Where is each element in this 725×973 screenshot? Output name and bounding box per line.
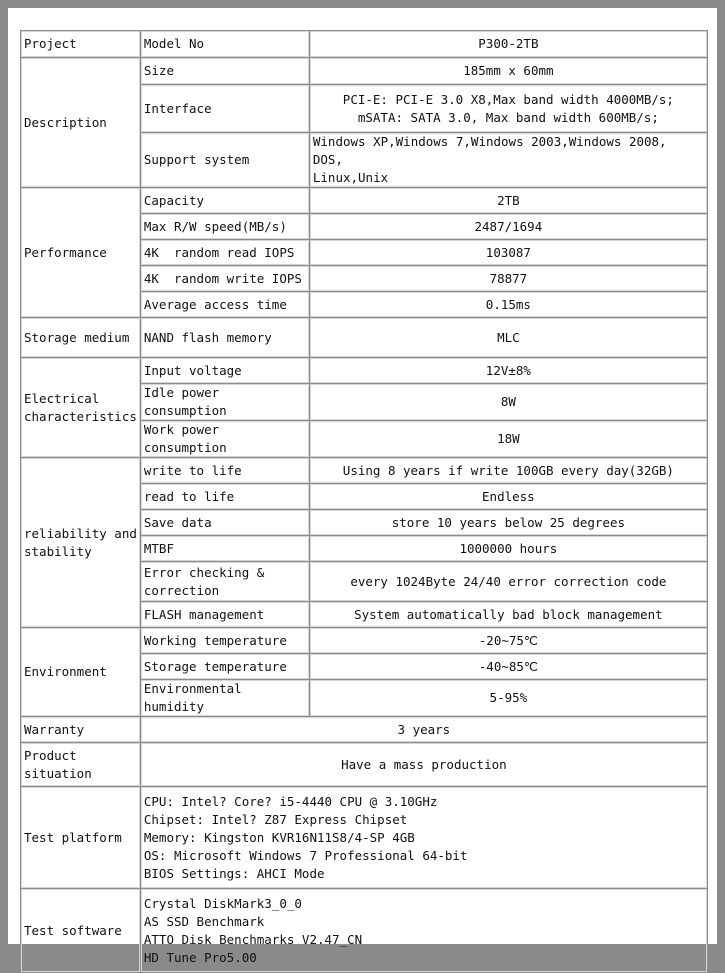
- table-row: [21, 787, 708, 889]
- field-value: PCI-E: PCI-E 3.0 X8,Max band width 4000MB/s; mSATA: SATA 3.0, Max band width 600MB/s;: [309, 85, 707, 133]
- table-row: [21, 628, 708, 654]
- row-label: Electrical characteristics: [21, 358, 141, 458]
- field-value: 5-95%: [309, 680, 707, 717]
- spec-sheet: [8, 8, 717, 965]
- table-row: [21, 318, 708, 358]
- table-row: [21, 358, 708, 384]
- table-row: [21, 889, 708, 973]
- field-value: Using 8 years if write 100GB every day(32GB): [309, 458, 707, 484]
- field-value: 8W: [309, 384, 707, 421]
- field-value: MLC: [309, 318, 707, 358]
- field-value: Crystal DiskMark3_0_0 AS SSD Benchmark ATTO Disk Benchmarks V2.47_CN HD Tune Pro5.00: [140, 889, 707, 973]
- row-label: Test platform: [21, 787, 141, 889]
- field-value: CPU: Intel? Core? i5-4440 CPU @ 3.10GHz Chipset: Intel? Z87 Express Chipset Memory: Kingston KVR16N11S8/4-SP 4GB OS: Microsoft Windows 7 Professional 64-bit BIOS Settings: AHCI Mode: [140, 787, 707, 889]
- field-key: Max R/W speed(MB/s): [140, 214, 309, 240]
- table-row: [21, 458, 708, 484]
- spec-table: [20, 30, 708, 973]
- field-value: System automatically bad block management: [309, 602, 707, 628]
- field-value: store 10 years below 25 degrees: [309, 510, 707, 536]
- field-value: -20~75℃: [309, 628, 707, 654]
- field-value: 0.15ms: [309, 292, 707, 318]
- field-key: read to life: [140, 484, 309, 510]
- field-value: 2TB: [309, 188, 707, 214]
- row-label: reliability and stability: [21, 458, 141, 628]
- field-key: Size: [140, 58, 309, 85]
- field-value: 2487/1694: [309, 214, 707, 240]
- field-value: 103087: [309, 240, 707, 266]
- field-key: Average access time: [140, 292, 309, 318]
- field-value: Windows XP,Windows 7,Windows 2003,Windows 2008, DOS, Linux,Unix: [309, 133, 707, 188]
- row-label: Environment: [21, 628, 141, 717]
- table-row: [21, 58, 708, 85]
- field-value: P300-2TB: [309, 31, 707, 58]
- row-label: Test software: [21, 889, 141, 973]
- table-row: [21, 188, 708, 214]
- field-key: Work power consumption: [140, 421, 309, 458]
- field-value: Endless: [309, 484, 707, 510]
- row-label: Warranty: [21, 717, 141, 743]
- field-key: Interface: [140, 85, 309, 133]
- field-key: Save data: [140, 510, 309, 536]
- field-key: write to life: [140, 458, 309, 484]
- field-value: 18W: [309, 421, 707, 458]
- field-key: 4K random write IOPS: [140, 266, 309, 292]
- field-key: Idle power consumption: [140, 384, 309, 421]
- field-value: 78877: [309, 266, 707, 292]
- field-key: Working temperature: [140, 628, 309, 654]
- field-value: 3 years: [140, 717, 707, 743]
- row-label: Project: [21, 31, 141, 58]
- field-key: NAND flash memory: [140, 318, 309, 358]
- field-value: 12V±8%: [309, 358, 707, 384]
- field-key: Storage temperature: [140, 654, 309, 680]
- field-key: MTBF: [140, 536, 309, 562]
- field-key: Input voltage: [140, 358, 309, 384]
- field-key: Capacity: [140, 188, 309, 214]
- field-value: 1000000 hours: [309, 536, 707, 562]
- field-value: every 1024Byte 24/40 error correction code: [309, 562, 707, 602]
- table-row: [21, 743, 708, 787]
- field-value: Have a mass production: [140, 743, 707, 787]
- field-key: Error checking & correction: [140, 562, 309, 602]
- field-key: Model No: [140, 31, 309, 58]
- field-key: 4K random read IOPS: [140, 240, 309, 266]
- row-label: Product situation: [21, 743, 141, 787]
- field-value: -40~85℃: [309, 654, 707, 680]
- table-row: [21, 31, 708, 58]
- row-label: Performance: [21, 188, 141, 318]
- table-row: [21, 717, 708, 743]
- row-label: Description: [21, 58, 141, 188]
- row-label: Storage medium: [21, 318, 141, 358]
- field-key: Support system: [140, 133, 309, 188]
- field-key: FLASH management: [140, 602, 309, 628]
- field-key: Environmental humidity: [140, 680, 309, 717]
- field-value: 185mm x 60mm: [309, 58, 707, 85]
